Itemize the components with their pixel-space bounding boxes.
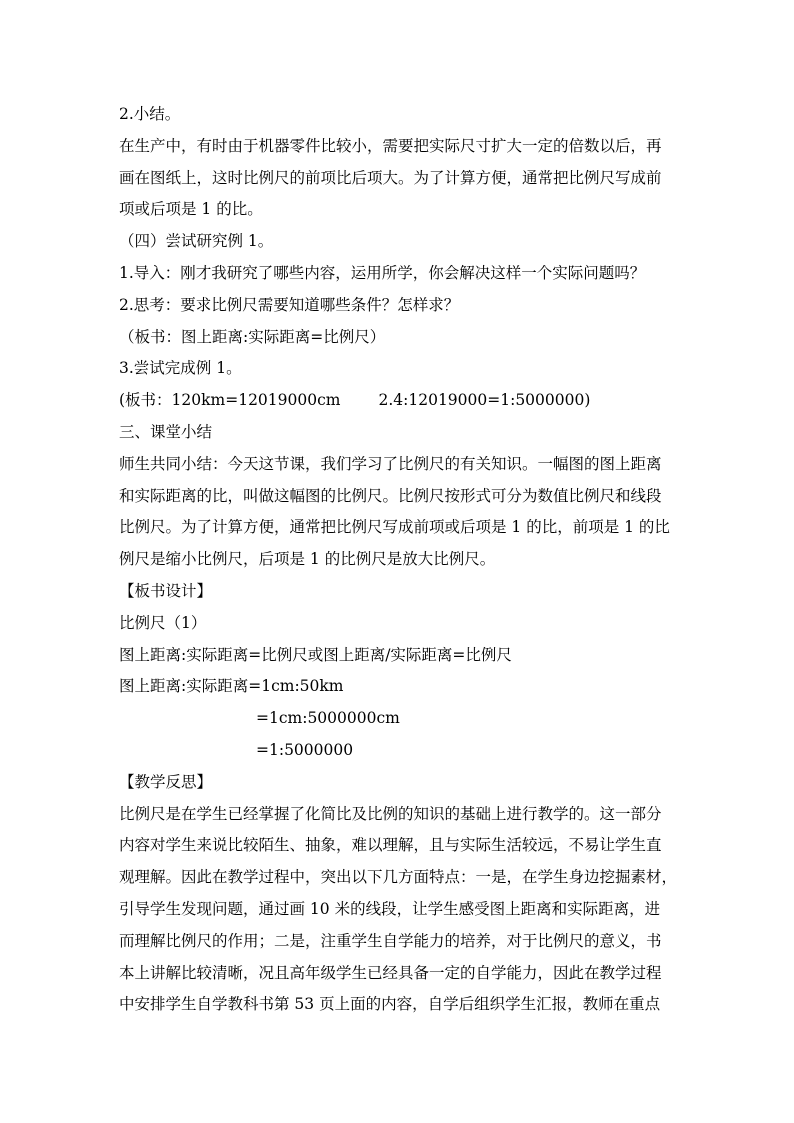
paragraph-line: （板书：图上距离:实际距离=比例尺） [119,327,386,346]
paragraph-line: 比例尺。为了计算方便，通常把比例尺写成前项或后项是 1 的比，前项是 1 的比 [119,518,670,537]
paragraph-line: 本上讲解比较清晰，况且高年级学生已经具备一定的自学能力，因此在教学过程 [119,963,662,982]
document-page [119,99,679,1021]
paragraph-line: 和实际距离的比，叫做这幅图的比例尺。比例尺按形式可分为数值比例尺和线段 [119,486,662,505]
paragraph-line: 引导学生发现问题，通过画 10 米的线段，让学生感受图上距离和实际距离，进 [119,899,661,918]
paragraph-line: 而理解比例尺的作用；二是，注重学生自学能力的培养，对于比例尺的意义，书 [119,931,662,950]
board-note-part-2: 2.4:12019000=1:5000000) [378,391,591,410]
section-heading: 三、课堂小结 [119,422,213,441]
paragraph-line: 项或后项是 1 的比。 [119,200,263,219]
board-note-part-1: (板书：120km=12019000cm [119,391,341,410]
formula-line: =1cm:5000000cm [256,709,400,728]
section-heading: （四）尝试研究例 1。 [119,232,274,251]
section-heading: 【板书设计】 [119,581,213,600]
summary-heading: 2.小结。 [119,105,181,123]
paragraph-line: 例尺是缩小比例尺，后项是 1 的比例尺是放大比例尺。 [119,550,496,569]
paragraph-line: 3.尝试完成例 1。 [119,359,242,378]
formula-line: =1:5000000 [256,740,354,759]
board-note-line [119,385,679,417]
paragraph-line: 师生共同小结：今天这节课，我们学习了比例尺的有关知识。一幅图的图上距离 [119,454,662,473]
paragraph-line: 内容对学生来说比较陌生、抽象，难以理解，且与实际生活较远，不易让学生直 [119,836,662,855]
formula-line: 图上距离:实际距离=1cm:50km [119,677,344,696]
paragraph-line: 2.思考：要求比例尺需要知道哪些条件？怎样求？ [119,295,460,314]
paragraph-line: 画在图纸上，这时比例尺的前项比后项大。为了计算方便，通常把比例尺写成前 [119,168,662,187]
paragraph-line: 观理解。因此在教学过程中，突出以下几方面特点：一是，在学生身边挖掘素材， [119,868,678,887]
paragraph-line: 在生产中，有时由于机器零件比较小，需要把实际尺寸扩大一定的倍数以后，再 [119,136,662,155]
board-title: 比例尺（1） [119,613,207,632]
paragraph-line: 比例尺是在学生已经掌握了化简比及比例的知识的基础上进行教学的。这一部分 [119,804,662,823]
paragraph-line: 中安排学生自学教科书第 53 页上面的内容，自学后组织学生汇报，教师在重点 [119,995,661,1014]
section-heading: 【教学反思】 [119,772,213,791]
formula-line: 图上距离:实际距离=比例尺或图上距离/实际距离=比例尺 [119,645,512,664]
paragraph-line: 1.导入：刚才我研究了哪些内容，运用所学，你会解决这样一个实际问题吗？ [119,263,646,282]
